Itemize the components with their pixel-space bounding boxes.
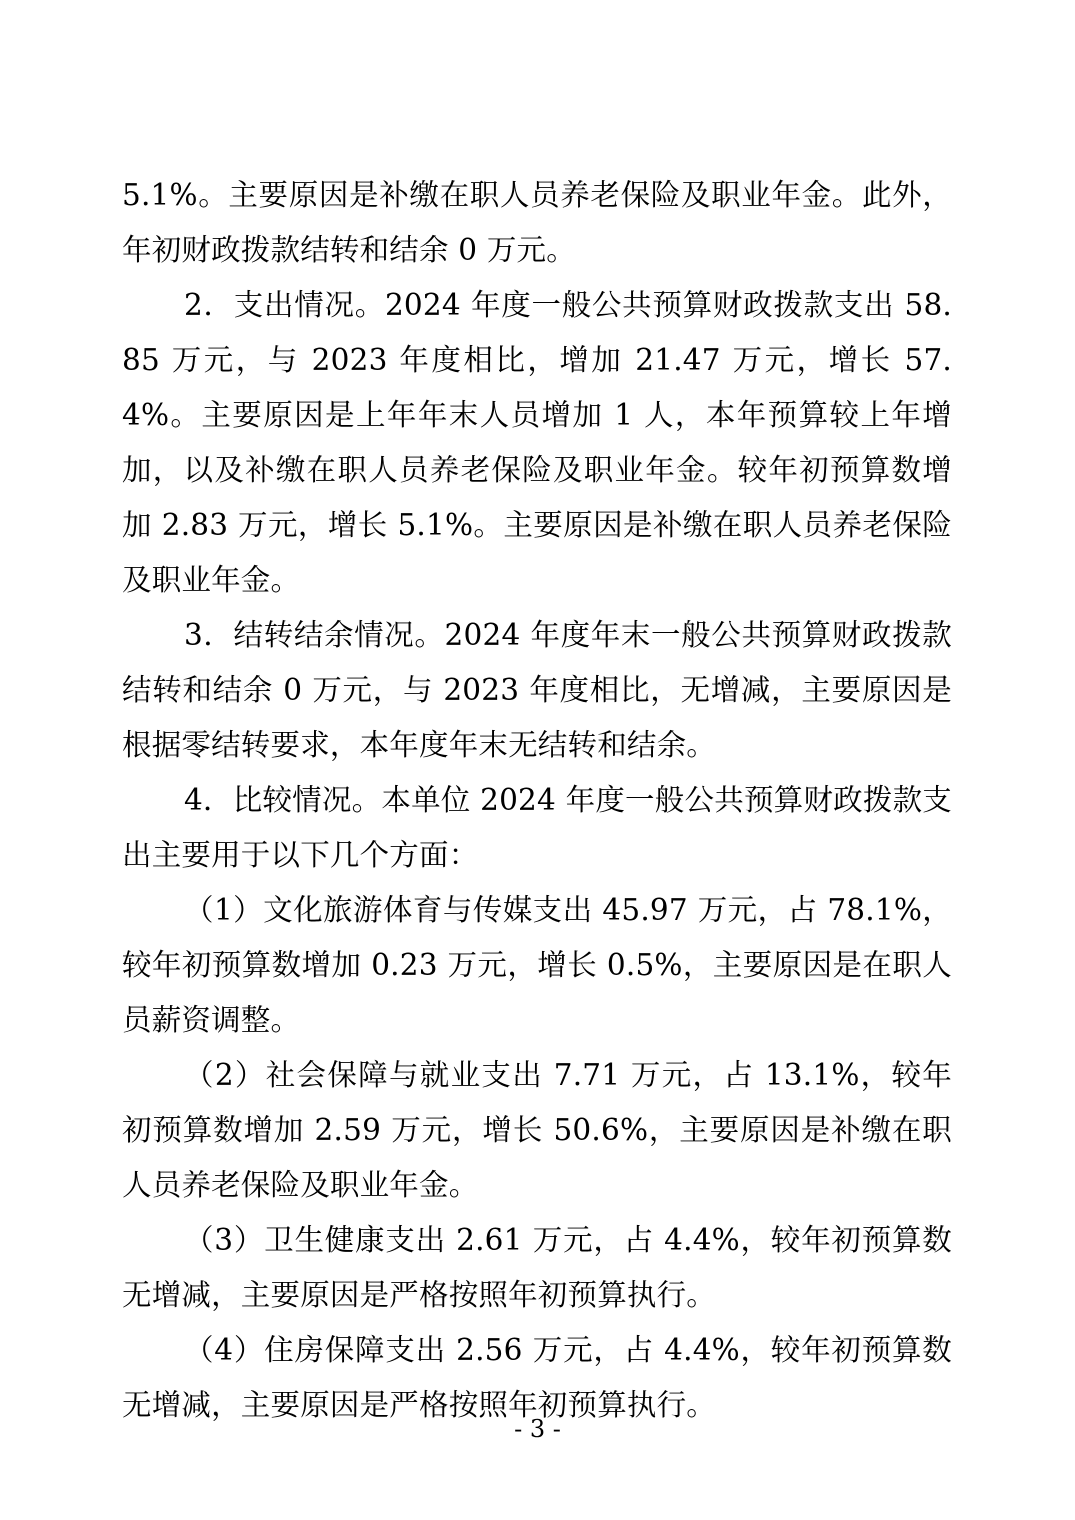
- page-number: - 3 -: [514, 1415, 561, 1443]
- paragraph-health: （3）卫生健康支出 2.61 万元，占 4.4%，较年初预算数无增减，主要原因是严格按照年初预算执行。: [122, 1223, 952, 1312]
- paragraph-continuation: 5.1%。主要原因是补缴在职人员养老保险及职业年金。此外，年初财政拨款结转和结余 0 万元。: [122, 178, 952, 267]
- document-body: [122, 168, 952, 1433]
- paragraph-expenditure: 2．支出情况。2024 年度一般公共预算财政拨款支出 58.85 万元，与 2023 年度相比，增加 21.47 万元，增长 57.4%。主要原因是上年年末人员增加 1 人，本年预算较上年增加，以及补缴在职人员养老保险及职业年金。较年初预算数增加 2.83 万元，增长 5.1%。主要原因是补缴在职人员养老保险及职业年金。: [122, 288, 952, 597]
- paragraph-comparison: 4．比较情况。本单位 2024 年度一般公共预算财政拨款支出主要用于以下几个方面：: [122, 783, 952, 872]
- paragraph-culture-tourism: （1）文化旅游体育与传媒支出 45.97 万元，占 78.1%，较年初预算数增加 0.23 万元，增长 0.5%，主要原因是在职人员薪资调整。: [122, 893, 952, 1037]
- paragraph-carryover: 3．结转结余情况。2024 年度年末一般公共预算财政拨款结转和结余 0 万元，与 2023 年度相比，无增减，主要原因是根据零结转要求，本年度年末无结转和结余。: [122, 618, 952, 762]
- paragraph-housing: （4）住房保障支出 2.56 万元，占 4.4%，较年初预算数无增减，主要原因是严格按照年初预算执行。: [122, 1333, 952, 1422]
- paragraph-social-security: （2）社会保障与就业支出 7.71 万元，占 13.1%，较年初预算数增加 2.59 万元，增长 50.6%，主要原因是补缴在职人员养老保险及职业年金。: [122, 1058, 952, 1202]
